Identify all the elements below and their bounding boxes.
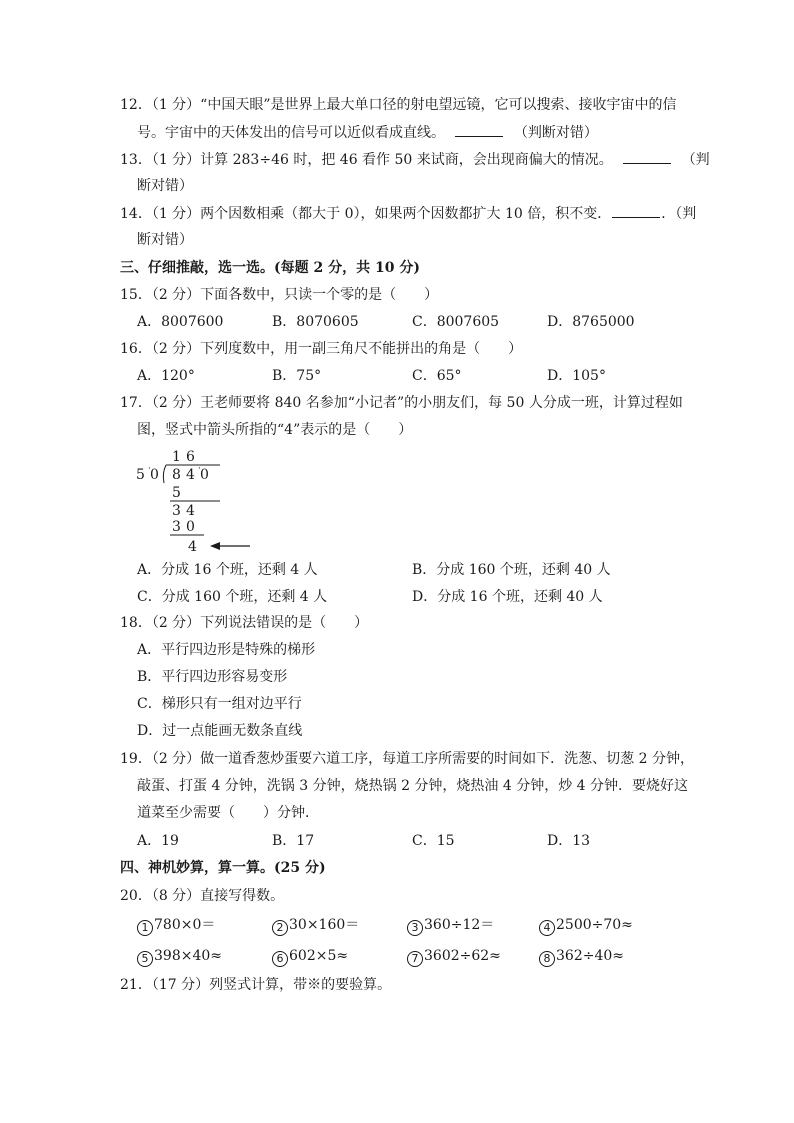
q15-stem: 15．（2 分）下面各数中，只读一个零的是（ ） [120, 287, 439, 303]
q20-item-expr: 780×0＝ [154, 917, 216, 933]
step3-digit-0: 0 [186, 519, 195, 535]
q20-item-8[interactable] [539, 947, 624, 967]
step1-digit: 5 [172, 485, 181, 501]
q20-item-2[interactable] [272, 916, 359, 936]
q17-option-b[interactable]: B．分成 160 个班，还剩 40 人 [412, 562, 611, 578]
q20-item-expr: 398×40≈ [154, 948, 222, 964]
divisor-mark: · [148, 464, 151, 474]
section-4-heading: 四、神机妙算，算一算。(25 分) [120, 860, 326, 876]
step2-digit-3: 3 [172, 503, 181, 519]
q13-line2: 断对错） [137, 178, 193, 194]
q16-option-a[interactable]: A．120° [137, 368, 195, 384]
q18-option-b[interactable]: B．平行四边形容易变形 [137, 669, 288, 685]
q19-option-c[interactable]: C．15 [412, 833, 455, 849]
q18-option-d[interactable]: D．过一点能画无数条直线 [137, 723, 303, 739]
remainder-digit: 4 [188, 539, 197, 553]
step3-digit-3: 3 [172, 519, 181, 535]
section-3-heading: 三、仔细推敲，选一选。(每题 2 分，共 10 分) [120, 260, 420, 276]
q20-item-expr: 2500÷70≈ [556, 917, 633, 933]
q15-option-a[interactable]: A．8007600 [137, 314, 224, 330]
circled-number: 1 [137, 920, 153, 936]
q19-line3: 道菜至少需要（ ）分钟． [137, 805, 319, 821]
q17-option-d[interactable]: D．分成 16 个班，还剩 40 人 [412, 589, 603, 605]
q15-option-c[interactable]: C．8007605 [412, 314, 500, 330]
q16-option-d[interactable]: D．105° [547, 368, 606, 384]
quotient-digit-6: 6 [186, 449, 195, 465]
q20-item-expr: 3602÷62≈ [424, 948, 501, 964]
q17-option-a[interactable]: A．分成 16 个班，还剩 4 人 [137, 562, 318, 578]
q15-option-b[interactable]: B．8070605 [272, 314, 359, 330]
division-bracket [163, 465, 166, 483]
circled-number: 2 [272, 920, 288, 936]
q20-item-5[interactable] [137, 947, 222, 967]
q16-option-b[interactable]: B．75° [272, 368, 322, 384]
q12-judge: （判断对错） [513, 125, 598, 141]
q13-line1 [120, 150, 710, 169]
q20-item-expr: 362÷40≈ [556, 948, 624, 964]
q19-line2: 敲蛋、打蛋 4 分钟，洗锅 3 分钟，烧热锅 2 分钟，烧热油 4 分钟，炒 4 分钟．要烧好这 [137, 778, 689, 794]
q13-text: 13．（1 分）计算 283÷46 时，把 46 看作 50 来试商，会出现商偏大的情况。 [120, 152, 613, 168]
q20-item-expr: 30×160＝ [289, 917, 360, 933]
q16-option-c[interactable]: C．65° [412, 368, 462, 384]
q19-line1: 19．（2 分）做一道香葱炒蛋要六道工序，每道工序所需要的时间如下．洗葱、切葱 2 分钟， [120, 751, 694, 767]
q20-item-3[interactable] [407, 916, 494, 936]
dividend-digit-4: 4 [186, 467, 195, 483]
q18-stem: 18．（2 分）下列说法错误的是（ ） [120, 615, 369, 631]
q17-line2: 图，竖式中箭头所指的“4”表示的是（ ） [137, 422, 413, 438]
q14-text: 14．（1 分）两个因数相乘（都大于 0），如果两个因数都扩大 10 倍，积不变． [120, 206, 612, 222]
q20-item-7[interactable] [407, 947, 501, 967]
q12-answer-blank[interactable] [455, 123, 503, 137]
q20-item-expr: 602×5≈ [289, 948, 349, 964]
circled-number: 3 [407, 920, 423, 936]
q20-stem: 20．（8 分）直接写得数。 [120, 888, 285, 904]
circled-number: 6 [272, 951, 288, 967]
q18-option-c[interactable]: C．梯形只有一组对边平行 [137, 696, 302, 712]
q13-judge: （判 [681, 152, 710, 168]
q16-stem: 16．（2 分）下列度数中，用一副三角尺不能拼出的角是（ ） [120, 341, 523, 357]
quotient-digit-1: 1 [172, 449, 181, 465]
q12-text: 号。宇宙中的天体发出的信号可以近似看成直线。 [137, 125, 445, 141]
step2-digit-4: 4 [186, 503, 195, 519]
circled-number: 5 [137, 951, 153, 967]
q12-line1: 12．（1 分）“中国天眼”是世界上最大单口径的射电望远镜，它可以搜索、接收宇宙中的信 [120, 97, 677, 113]
circled-number: 7 [407, 951, 423, 967]
q18-option-a[interactable]: A．平行四边形是特殊的梯形 [137, 642, 316, 658]
divisor-digit-0: 0 [150, 467, 159, 483]
q17-line1: 17．（2 分）王老师要将 840 名参加“小记者”的小朋友们，每 50 人分成一班，计算过程如 [120, 395, 683, 411]
q14-judge: ．（判 [661, 206, 697, 222]
q19-option-d[interactable]: D．13 [547, 833, 591, 849]
q19-option-b[interactable]: B．17 [272, 833, 315, 849]
arrow-left-icon [210, 542, 220, 550]
q17-option-c[interactable]: C．分成 160 个班，还剩 4 人 [137, 589, 328, 605]
q20-item-4[interactable] [539, 916, 633, 936]
q19-option-a[interactable]: A．19 [137, 833, 179, 849]
q15-option-d[interactable]: D．8765000 [547, 314, 635, 330]
q14-answer-blank[interactable] [612, 204, 660, 218]
q14-line2: 断对错） [137, 232, 193, 248]
circled-number: 8 [539, 951, 555, 967]
q20-item-1[interactable] [137, 916, 215, 936]
q13-answer-blank[interactable] [623, 150, 671, 164]
dividend-mark: · [198, 464, 201, 474]
dividend-digit-0: 0 [200, 467, 209, 483]
q21-stem: 21．（17 分）列竖式计算，带※的要验算。 [120, 977, 392, 993]
q20-item-expr: 360÷12＝ [424, 917, 495, 933]
divisor-digit-5: 5 [136, 467, 145, 483]
dividend-digit-8: 8 [172, 467, 181, 483]
q20-item-6[interactable] [272, 947, 348, 967]
q14-line1 [120, 204, 696, 223]
long-division-figure [130, 445, 270, 553]
circled-number: 4 [539, 920, 555, 936]
q12-line2 [137, 123, 598, 142]
